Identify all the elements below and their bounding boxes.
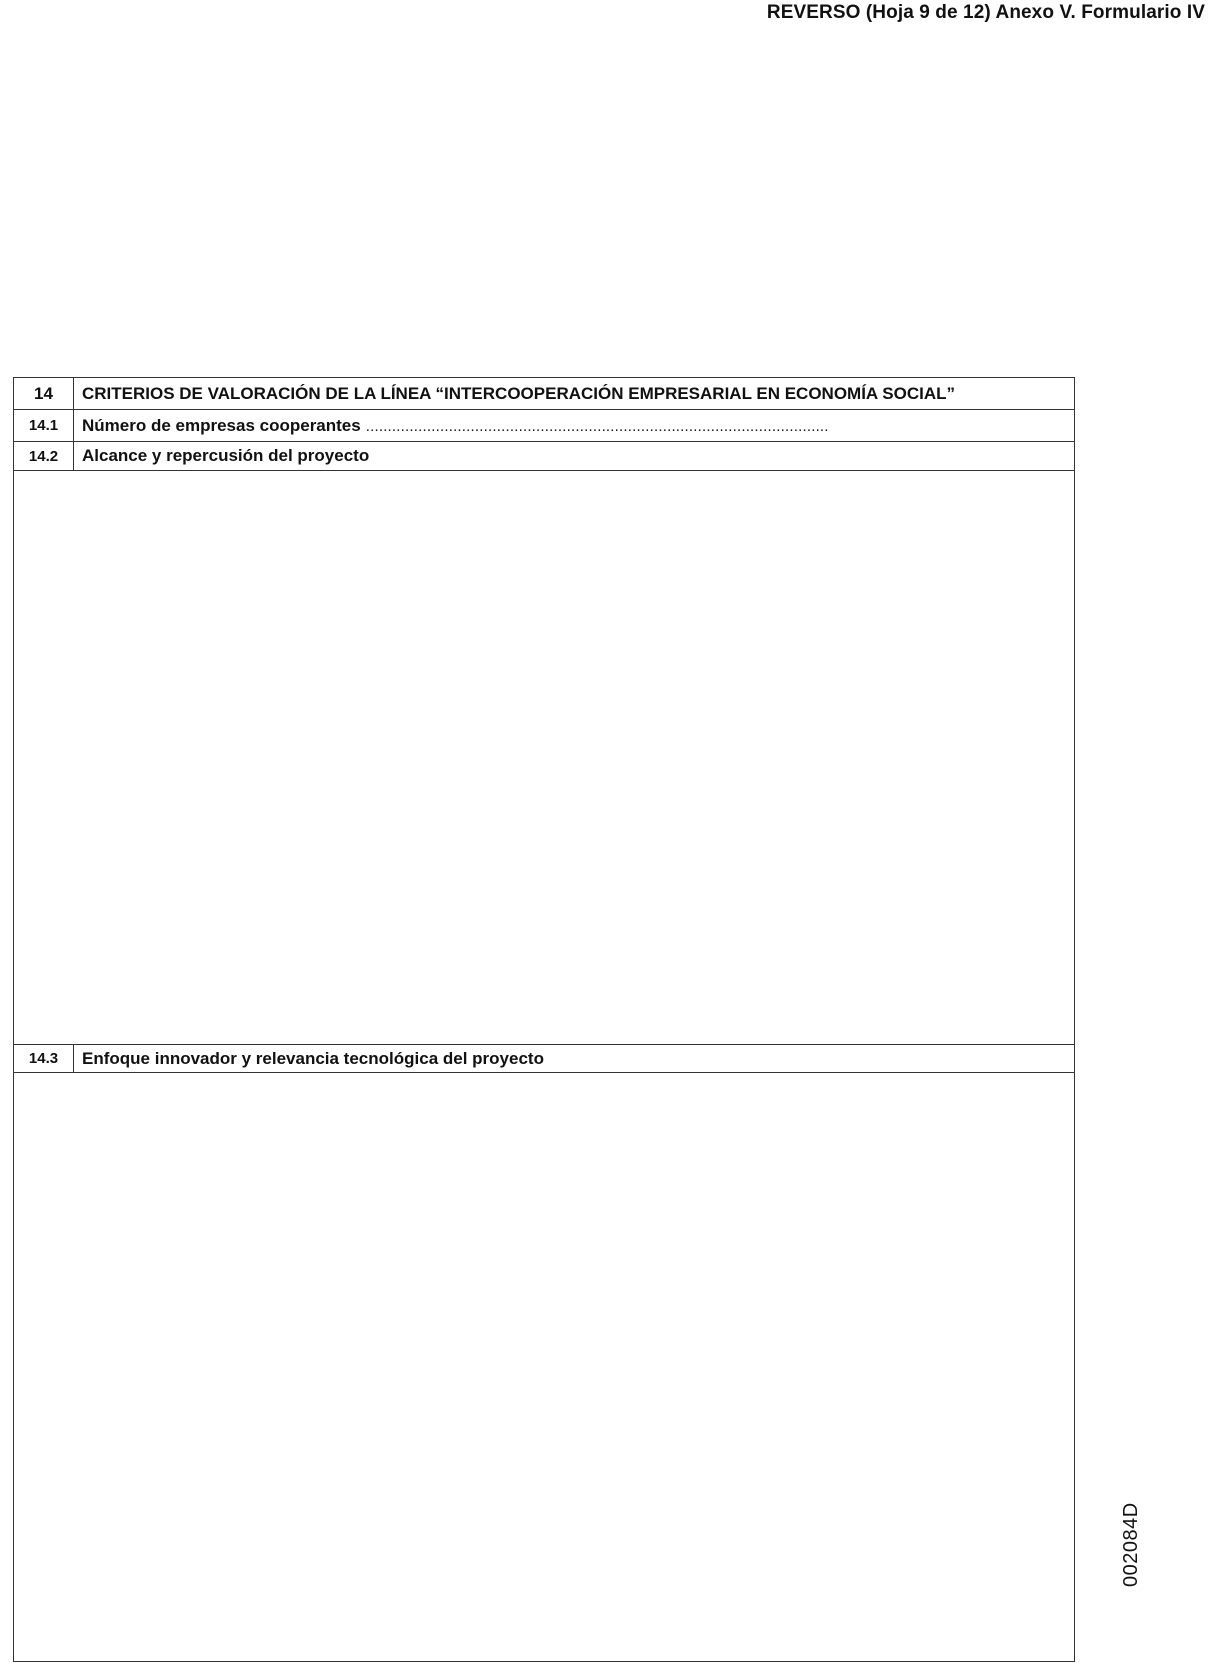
item-label-scope: Alcance y repercusión del proyecto [82,446,370,465]
item-14-2-row [14,442,1074,471]
item-label-text: Número de empresas cooperantes [82,415,361,435]
item-label-cooperating-companies [74,416,829,436]
page-header-title: REVERSO (Hoja 9 de 12) Anexo V. Formulario IV [766,2,1205,23]
section-14-header-row [14,378,1074,410]
item-14-1-row [14,410,1074,442]
innovation-text-area[interactable] [14,1073,1074,1660]
scope-text-area[interactable] [14,471,1074,1045]
form-code: 002084D [1120,1502,1142,1587]
item-number: 14.3 [14,1045,74,1072]
section-number: 14 [14,378,74,409]
companies-count-fill-line[interactable]: .......................................................................................................... [365,417,829,435]
item-number: 14.1 [14,410,74,441]
item-14-3-row [14,1045,1074,1073]
item-label-innovation: Enfoque innovador y relevancia tecnológica del proyecto [82,1048,544,1068]
section-title: CRITERIOS DE VALORACIÓN DE LA LÍNEA “INTERCOOPERACIÓN EMPRESARIAL EN ECONOMÍA SOCIAL” [82,383,956,403]
criteria-form-table [13,377,1075,1662]
item-number: 14.2 [14,442,74,470]
